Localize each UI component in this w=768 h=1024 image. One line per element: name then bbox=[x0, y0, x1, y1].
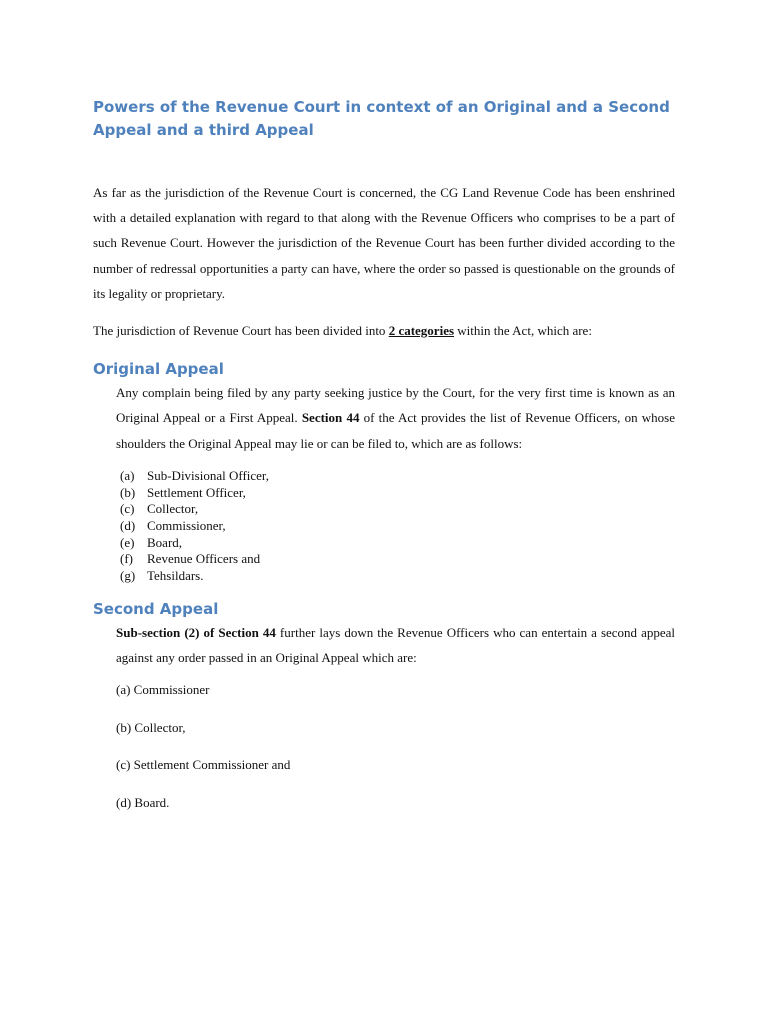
original-appeal-text-after: of the Act provides the list of Revenue Officers, on whose shoulders the Original Appeal may lie or can be filed to, which are as follows: bbox=[116, 410, 675, 451]
list-item-label: (c) bbox=[120, 501, 135, 517]
list-item-text: Commissioner, bbox=[147, 517, 226, 533]
categories-bold-text: 2 categories bbox=[388, 323, 455, 339]
original-appeal-officer-list bbox=[120, 468, 675, 585]
document-title: Powers of the Revenue Court in context of an Original and a Second Appeal and a third Appeal bbox=[93, 98, 670, 139]
original-appeal-heading: Original Appeal bbox=[93, 360, 224, 379]
list-item: (a) Commissioner bbox=[116, 682, 210, 698]
list-item-text: Revenue Officers and bbox=[147, 551, 261, 567]
list-item: (b) Collector, bbox=[116, 719, 186, 735]
original-appeal-paragraph bbox=[116, 380, 675, 456]
list-item-text: Sub-Divisional Officer, bbox=[147, 467, 269, 483]
list-item-label: (a) bbox=[120, 467, 135, 483]
list-item bbox=[120, 518, 675, 535]
second-appeal-section-ref: Sub-section (2) of Section 44 bbox=[116, 624, 276, 640]
list-item bbox=[120, 468, 675, 485]
categories-text-after: within the Act, which are: bbox=[454, 323, 592, 339]
list-item-label: (d) bbox=[120, 517, 136, 533]
categories-paragraph bbox=[93, 318, 675, 343]
original-appeal-section-ref: Section 44 bbox=[301, 410, 360, 426]
document-page bbox=[93, 96, 675, 811]
intro-paragraph: As far as the jurisdiction of the Revenue Court is concerned, the CG Land Revenue Code has been enshrined with a detailed explanation with regard to that along with the Revenue Officers who comprises to be a part of such Revenue Court. However the jurisdiction of the Revenue Court has been further divided according to the number of redressal opportunities a party can have, where the order so passed is questionable on the grounds of its legality or proprietary. bbox=[93, 185, 675, 301]
list-item-label: (g) bbox=[120, 568, 136, 584]
original-appeal-text-before: Any complain being filed by any party seeking justice by the Court, for the very first time is known as an Original Appeal or a First Appeal. bbox=[116, 385, 675, 426]
list-item bbox=[120, 568, 675, 585]
list-item-text: Board, bbox=[147, 534, 183, 550]
second-appeal-officer-list bbox=[116, 682, 675, 811]
list-item: (c) Settlement Commissioner and bbox=[116, 757, 291, 773]
list-item: (d) Board. bbox=[116, 794, 170, 810]
categories-text-before: The jurisdiction of Revenue Court has been divided into bbox=[93, 323, 389, 339]
list-item-label: (f) bbox=[120, 551, 133, 567]
list-item-text: Settlement Officer, bbox=[147, 484, 246, 500]
list-item bbox=[120, 501, 675, 518]
list-item-label: (e) bbox=[120, 534, 135, 550]
list-item-label: (b) bbox=[120, 484, 136, 500]
second-appeal-heading: Second Appeal bbox=[93, 599, 219, 618]
second-appeal-text-after: further lays down the Revenue Officers who can entertain a second appeal against any order passed in an Original Appeal which are: bbox=[116, 624, 676, 665]
list-item bbox=[120, 551, 675, 568]
list-item bbox=[120, 535, 675, 552]
list-item-text: Collector, bbox=[147, 501, 199, 517]
second-appeal-paragraph bbox=[116, 620, 675, 670]
list-item bbox=[120, 485, 675, 502]
list-item-text: Tehsildars. bbox=[147, 568, 204, 584]
